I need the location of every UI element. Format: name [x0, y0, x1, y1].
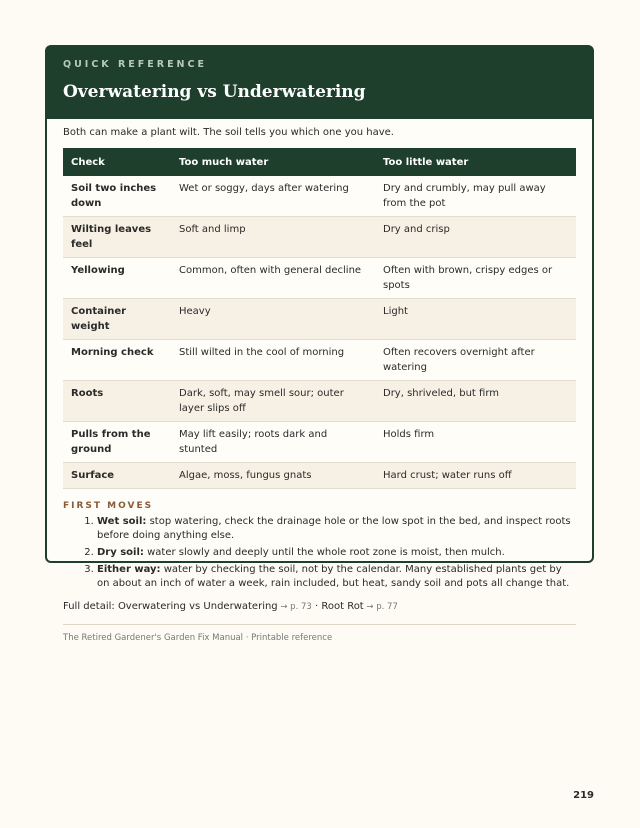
table-cell: Dark, soft, may smell sour; outer layer slips off [171, 381, 375, 422]
intro-text: Both can make a plant wilt. The soil tells you which one you have. [63, 127, 394, 138]
cross-reference-link[interactable]: Overwatering vs Underwatering [117, 601, 278, 612]
eyebrow-label: QUICK REFERENCE [63, 59, 207, 70]
table-cell: May lift easily; roots dark and stunted [171, 422, 375, 463]
page-reference: → p. 77 [363, 602, 398, 612]
table-cell: Algae, moss, fungus gnats [171, 463, 375, 489]
table-cell: Common, often with general decline [171, 258, 375, 299]
table-cell: Hard crust; water runs off [375, 463, 576, 489]
column-header: Check [63, 148, 171, 176]
quick-reference-card [45, 45, 594, 643]
table-row [63, 299, 576, 340]
table-header-row [63, 148, 576, 176]
first-moves-label: FIRST MOVES [63, 501, 154, 511]
comparison-table [63, 148, 576, 489]
table-cell: Pulls from the ground [63, 422, 171, 463]
table-cell: Surface [63, 463, 171, 489]
table-cell: Morning check [63, 340, 171, 381]
table-cell: Wilting leaves feel [63, 217, 171, 258]
table-cell: Yellowing [63, 258, 171, 299]
list-item-lead: Dry soil: [97, 547, 144, 558]
cross-reference-link[interactable]: Root Rot [321, 601, 364, 612]
footer-text: The Retired Gardener's Garden Fix Manual · Printable reference [63, 633, 333, 643]
table-cell: Still wilted in the cool of morning [171, 340, 375, 381]
list-item-text: water slowly and deeply until the whole root zone is moist, then mulch. [143, 547, 505, 558]
table-cell: Holds firm [375, 422, 576, 463]
separator: · [311, 601, 322, 612]
page-title: Overwatering vs Underwatering [63, 82, 366, 102]
table-cell: Soil two inches down [63, 176, 171, 217]
list-item-text: stop watering, check the drainage hole or the low spot in the bed, and inspect roots before doing anything else. [97, 516, 571, 541]
table-cell: Often with brown, crispy edges or spots [375, 258, 576, 299]
list-item [97, 563, 576, 591]
column-header: Too much water [171, 148, 375, 176]
list-item-lead: Either way: [97, 564, 161, 575]
table-cell: Roots [63, 381, 171, 422]
table-row [63, 422, 576, 463]
table-cell: Container weight [63, 299, 171, 340]
table-row [63, 176, 576, 217]
table-cell: Wet or soggy, days after watering [171, 176, 375, 217]
table-cell: Heavy [171, 299, 375, 340]
card-footer [63, 624, 576, 643]
table-cell: Dry and crumbly, may pull away from the pot [375, 176, 576, 217]
table-row [63, 463, 576, 489]
page-reference: → p. 73 [277, 602, 312, 612]
list-item-lead: Wet soil: [97, 516, 147, 527]
full-detail-line [63, 601, 576, 612]
card-body [47, 119, 592, 643]
table-row [63, 381, 576, 422]
column-header: Too little water [375, 148, 576, 176]
first-moves-list [63, 515, 576, 591]
list-item [97, 515, 576, 543]
page-number: 219 [573, 790, 594, 801]
table-cell: Light [375, 299, 576, 340]
card-header [47, 47, 592, 119]
full-detail-prefix: Full detail: [63, 601, 118, 612]
table-cell: Dry, shriveled, but firm [375, 381, 576, 422]
table-cell: Often recovers overnight after watering [375, 340, 576, 381]
list-item-text: water by checking the soil, not by the calendar. Many established plants get by on about an inch of water a week, rain included, but heat, sandy soil and pots all change that. [97, 564, 570, 589]
table-row [63, 217, 576, 258]
table-cell: Dry and crisp [375, 217, 576, 258]
table-row [63, 258, 576, 299]
table-row [63, 340, 576, 381]
table-cell: Soft and limp [171, 217, 375, 258]
list-item [97, 546, 576, 560]
